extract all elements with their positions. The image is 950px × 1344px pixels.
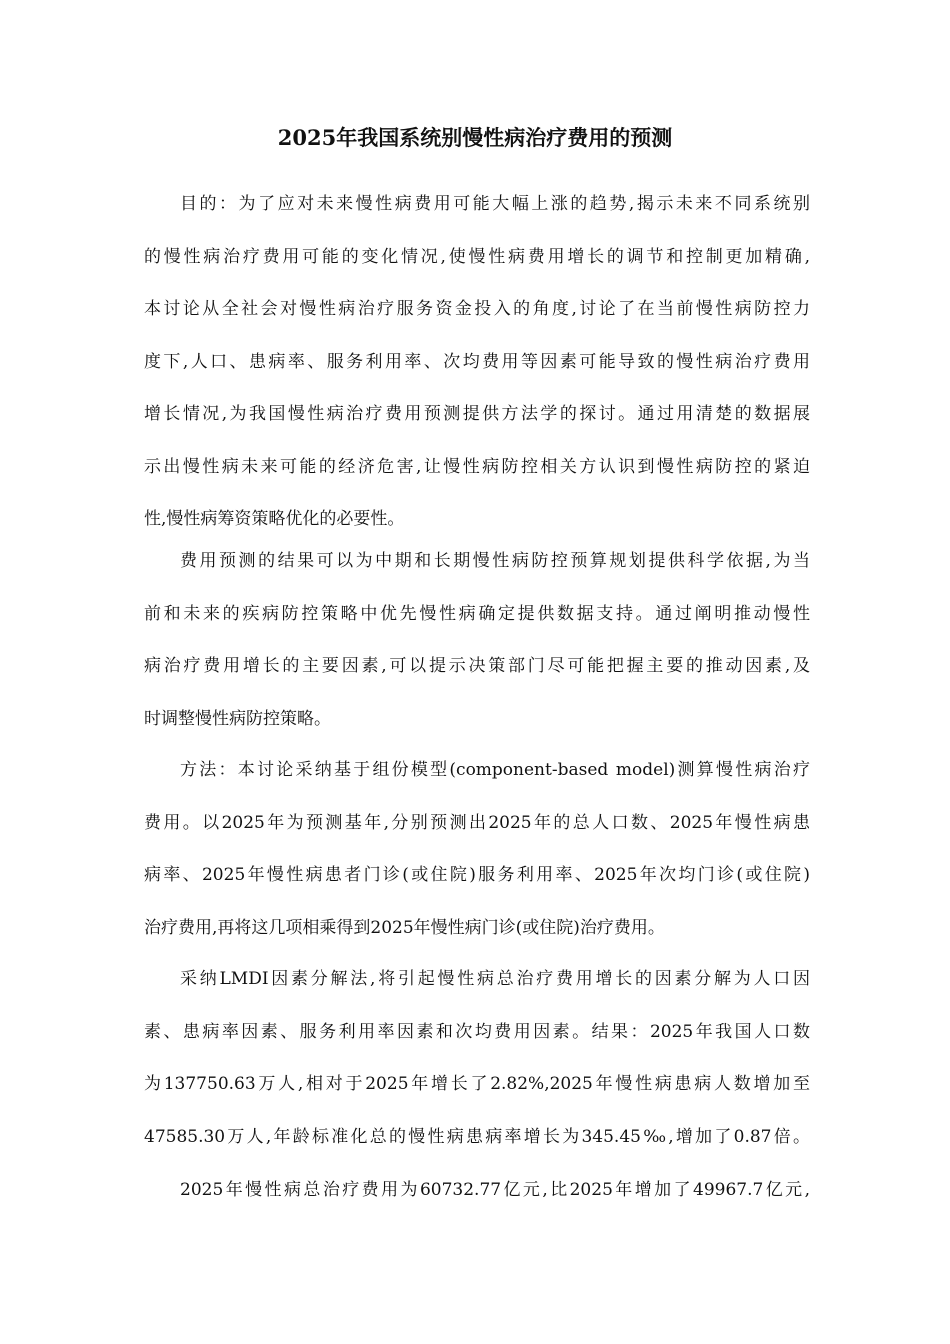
text-line: 2025年慢性病总治疗费用为60732.77亿元,比2025年增加了49967.7亿元, — [180, 1180, 810, 1200]
text-line: 费用预测的结果可以为中期和长期慢性病防控预算规划提供科学依据,为当 — [180, 551, 810, 571]
paragraph-results — [144, 961, 810, 1171]
document-title: 2025年我国系统别慢性病治疗费用的预测 — [277, 125, 673, 150]
paragraph-objective — [144, 186, 810, 554]
text-line: 病率、2025年慢性病患者门诊(或住院)服务利用率、2025年次均门诊(或住院) — [144, 865, 810, 885]
text-line: 时调整慢性病防控策略。 — [144, 708, 331, 729]
text-line: 病治疗费用增长的主要因素,可以提示决策部门尽可能把握主要的推动因素,及 — [144, 656, 810, 676]
text-line: 示出慢性病未来可能的经济危害,让慢性病防控相关方认识到慢性病防控的紧迫 — [144, 456, 810, 477]
text-line: 本讨论从全社会对慢性病治疗服务资金投入的角度,讨论了在当前慢性病防控力 — [144, 299, 810, 319]
text-line: 素、患病率因素、服务利用率因素和次均费用因素。结果：2025年我国人口数 — [144, 1021, 810, 1042]
text-line: 方法：本讨论采纳基于组份模型(component-based model)测算慢性病治疗 — [180, 760, 810, 780]
text-line: 度下,人口、患病率、服务利用率、次均费用等因素可能导致的慢性病治疗费用 — [144, 351, 810, 372]
text-line: 前和未来的疾病防控策略中优先慢性病确定提供数据支持。通过阐明推动慢性 — [144, 603, 810, 624]
text-line: 47585.30万人,年龄标准化总的慢性病患病率增长为345.45‰,增加了0.87倍。 — [144, 1126, 810, 1147]
paragraph-method — [144, 752, 810, 962]
text-line: 治疗费用,再将这几项相乘得到2025年慢性病门诊(或住院)治疗费用。 — [144, 917, 665, 938]
text-line: 增长情况,为我国慢性病治疗费用预测提供方法学的探讨。通过用清楚的数据展 — [144, 404, 810, 424]
text-line: 采纳LMDI因素分解法,将引起慢性病总治疗费用增长的因素分解为人口因 — [180, 969, 810, 989]
text-line: 目的：为了应对未来慢性病费用可能大幅上涨的趋势,揭示未来不同系统别 — [180, 194, 810, 214]
paragraph-significance — [144, 543, 810, 753]
text-line: 性,慢性病筹资策略优化的必要性。 — [144, 509, 405, 529]
text-line: 费用。以2025年为预测基年,分别预测出2025年的总人口数、2025年慢性病患 — [144, 812, 810, 833]
text-line: 的慢性病治疗费用可能的变化情况,使慢性病费用增长的调节和控制更加精确, — [144, 246, 810, 267]
paragraph-cost-total — [144, 1172, 810, 1225]
text-line: 为137750.63万人,相对于2025年增长了2.82%,2025年慢性病患病人数增加至 — [144, 1074, 810, 1094]
